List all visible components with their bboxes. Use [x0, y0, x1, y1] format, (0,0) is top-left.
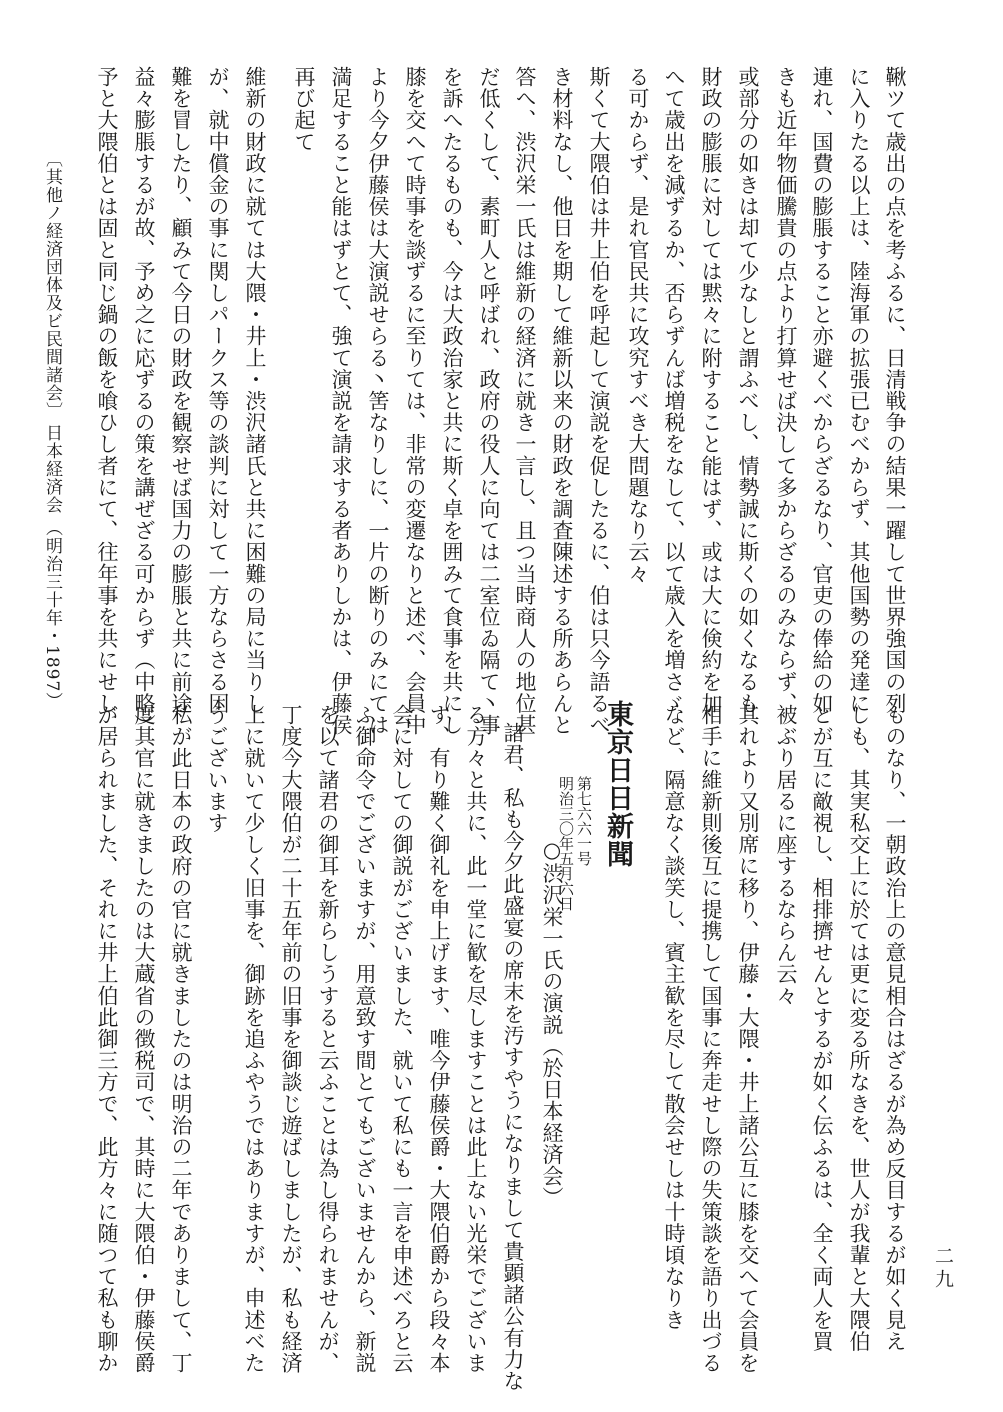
text-column: より今夕伊藤侯は大演説せらる丶筈なりしに、一片の断りのみにては [366, 66, 390, 736]
text-column: が居られました、それに井上伯此御三方で、此方々に随つて私も聊か [95, 704, 119, 1374]
text-column: 被ぶり居るに座するならん云々 [774, 704, 798, 1007]
text-column: しも、其実私交上に於ては更に変る所なきを、世人が我輩と大隈伯 [847, 704, 871, 1352]
running-head [40, 150, 65, 710]
text-column: 諸君、私も今夕此盛宴の席末を汚すやうになりまして貴顕諸公有力な [501, 722, 525, 1392]
text-column: 度其官に就きましたのは大蔵省の徴税司で、其時に大隈伯・伊藤侯爵 [132, 704, 156, 1374]
text-column: 予と大隈伯とは固と同じ鍋の飯を喰ひし者にて、往年事を共にせし [95, 66, 119, 714]
text-column: 維新の財政に就ては大隈・井上・渋沢諸氏と共に困難の局に当りし [243, 66, 267, 714]
text-column: 斯くて大隈伯は井上伯を呼起して演説を促したるに、伯は只今語るべ [587, 66, 611, 736]
text-column: 其れより又別席に移り、伊藤・大隈・井上諸公互に膝を交へて会員を [736, 704, 760, 1374]
text-column: 連れ、国費の膨脹すること亦避くべからざるなり、官吏の俸給の如 [810, 66, 834, 714]
text-column: 鞦ツて歳出の点を考ふるに、日清戦争の結果一躍して世界強国の列 [883, 66, 907, 714]
text-column: とが互に敵視し、相排擠せんとするが如く伝ふるは、全く両人を買 [810, 704, 834, 1352]
text-column: ものなり、一朝政治上の意見相合はざるが為め反目するが如く見え [883, 704, 907, 1352]
text-column: うございます [205, 704, 229, 834]
text-column: 会に対しての御説がございました、就いて私にも一言を申述べろと云 [390, 704, 414, 1374]
text-column: 私が此日本の政府の官に就きましたのは明治の二年でありまして、丁 [169, 704, 193, 1374]
text-column: 再び起て [292, 66, 316, 153]
text-column: 丁度今大隈伯が二十五年前の旧事を御談じ遊ばしましたが、私も経済 [279, 704, 303, 1374]
text-column: が、就中償金の事に関しパークス等の談判に対して一方ならさる困 [206, 66, 230, 714]
text-column: きも近年物価騰貴の点より打算せば決して多からざるのみならず、 [774, 66, 798, 714]
text-column: 上に就いて少しく旧事を、御跡を追ふやうではありますが、申述べた [242, 704, 266, 1374]
text-column: を訴へたるものも、今は大政治家と共に斯く卓を囲みて食事を共にし [440, 66, 464, 736]
text-column: 益々膨脹するが故、予め之に応ずるの策を講ぜざる可からず（中略） [132, 66, 156, 736]
text-column: 膝を交へて時事を談ずるに至りては、非常の変遷なりと述べ、会員中 [403, 66, 427, 736]
text-column: す、有り難く御礼を申上げます、唯今伊藤侯爵・大隈伯爵から段々本 [427, 704, 451, 1374]
page-number: 二九 [932, 1246, 954, 1292]
newspaper-date: 明治三〇年五月六日 [557, 776, 575, 911]
text-column: を以て諸君の御耳を新らしうすると云ふことは為し得られませんが、 [316, 704, 340, 1374]
text-column: 答へ、渋沢栄一氏は維新の経済に就き一言し、且つ当時商人の地位甚 [513, 66, 537, 736]
text-column: など、隔意なく談笑し、賓主歓を尽して散会せしは十時頃なりき [662, 704, 686, 1331]
text-column: 満足すること能はずとて、強て演説を請求する者ありしかは、伊藤侯 [329, 66, 353, 736]
text-column: に入りたる以上は、陸海軍の拡張已むべからず、其他国勢の発達に [847, 66, 871, 714]
newspaper-issue-number: 第七六六一号 [575, 776, 593, 866]
text-column: だ低くして、素町人と呼ばれ、政府の役人に向ては二室位ゐ隔て丶事 [477, 66, 501, 736]
text-column: き材料なし、他日を期して維新以来の財政を調査陳述する所あらんと [550, 66, 574, 736]
text-column: る方々と共に、此一堂に歓を尽しますことは此上ない光栄でございま [464, 704, 488, 1374]
text-column: 財政の膨脹に対しては黙々に附すること能はず、或は大に倹約を加 [699, 66, 723, 714]
text-column: ふ御命令でございますが、用意致す間とてもございませんから、新説 [353, 704, 377, 1374]
running-head-section: 〔其他ノ経済団体及ビ民間諸会〕 [42, 150, 62, 420]
text-column: 或部分の如きは却て少なしと謂ふべし、情勢誠に斯くの如くなるも [736, 66, 760, 714]
text-column: 難を冒したり、顧みて今日の財政を観察せば国力の膨脹と共に前途 [169, 66, 193, 714]
speech-heading: ○渋沢栄一氏の演説（於日本経済会） [540, 838, 564, 1209]
running-head-organization: 日本経済会 [42, 424, 62, 515]
text-column: る可からず、是れ官民共に攻究すべき大問題なり云々 [626, 66, 650, 585]
text-column: 相手に維新則後互に提携して国事に奔走せし際の失策談を語り出づる [699, 704, 723, 1374]
running-head-era: （明治三十年・1897） [42, 518, 62, 710]
text-column: へて歳出を減ずるか、否らずんば増税をなして、以て歳入を増さゞ [662, 66, 686, 714]
newspaper-title: 東京日日新聞 [602, 700, 633, 868]
